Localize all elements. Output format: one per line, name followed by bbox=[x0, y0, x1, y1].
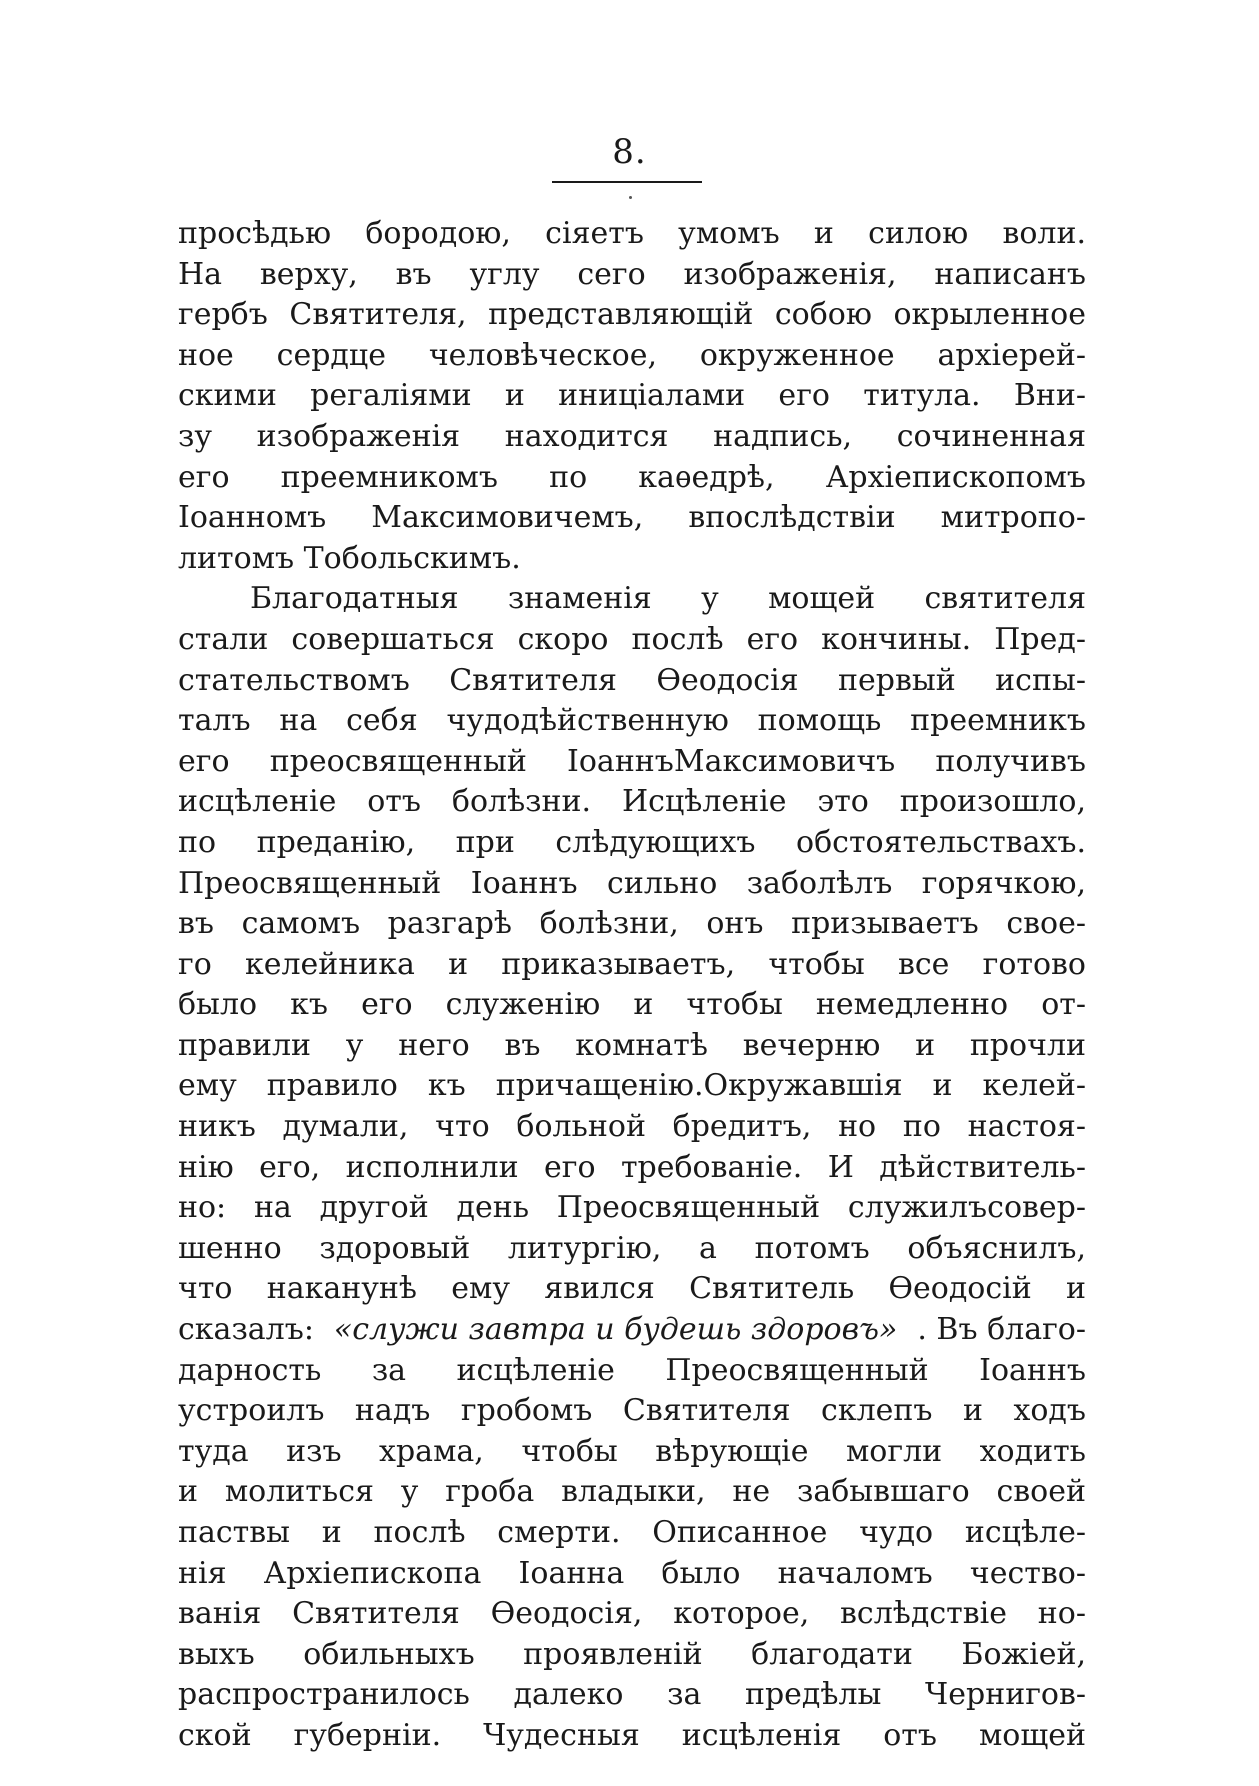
text-line: ванія Святителя Ѳеодосія, которое, вслѣдствіе но- bbox=[178, 1596, 1086, 1632]
text-line: скими регаліями и иниціалами его титула. Вни- bbox=[178, 378, 1086, 414]
text-line: Іоанномъ Максимовичемъ, впослѣдствіи митропо- bbox=[178, 500, 1086, 536]
text-line: стали совершаться скоро послѣ его кончины. Пред- bbox=[178, 621, 1086, 657]
text-line: ему правило къ причащенію.Окружавшія и келей- bbox=[178, 1068, 1086, 1104]
text-line: и молиться у гроба владыки, не забывшаго своей bbox=[178, 1474, 1086, 1510]
body-text bbox=[178, 214, 1086, 1757]
text-line: но: на другой день Преосвященный служилъсовер- bbox=[178, 1190, 1086, 1226]
text-line: туда изъ храма, чтобы вѣрующіе могли ходить bbox=[178, 1433, 1086, 1469]
text-line: зу изображенія находится надпись, сочиненная bbox=[178, 418, 1086, 454]
text-line: дарность за исцѣленіе Преосвященный Іоаннъ bbox=[178, 1352, 1086, 1388]
header-rule bbox=[552, 181, 702, 183]
text-line: по преданію, при слѣдующихъ обстоятельствахъ. bbox=[178, 824, 1086, 860]
text-line: ное сердце человѣческое, окруженное архіерей- bbox=[178, 337, 1086, 373]
text-line: литомъ Тобольскимъ. bbox=[178, 540, 521, 576]
text-line: Благодатныя знаменія у мощей святителя bbox=[250, 581, 1086, 617]
text-line: выхъ обильныхъ проявленій благодати Божіей, bbox=[178, 1636, 1086, 1672]
text-line: ской губерніи. Чудесныя исцѣленія отъ мощей bbox=[178, 1717, 1086, 1753]
text-line: просѣдью бородою, сіяетъ умомъ и силою воли. bbox=[178, 216, 1086, 251]
text-fragment: . Въ благо- bbox=[917, 1312, 1086, 1348]
text-line-mixed bbox=[178, 1310, 1086, 1351]
text-line: было къ его служенію и чтобы немедленно от- bbox=[178, 987, 1086, 1023]
text-line: распространилось далеко за предѣлы Чернигов- bbox=[178, 1677, 1086, 1713]
text-line: никъ думали, что больной бредитъ, но по настоя- bbox=[178, 1109, 1086, 1145]
text-line: въ самомъ разгарѣ болѣзни, онъ призываетъ свое- bbox=[178, 906, 1086, 942]
text-line: нія Архіепископа Іоанна было началомъ чество- bbox=[178, 1555, 1086, 1591]
text-line: его преемникомъ по каѳедрѣ, Архіепископомъ bbox=[178, 459, 1086, 495]
quoted-speech: «служи завтра и будешь здоровъ» bbox=[333, 1312, 898, 1348]
text-line: гербъ Святителя, представляющій собою окрыленное bbox=[178, 297, 1086, 333]
text-line: го келейника и приказываетъ, чтобы все готово bbox=[178, 946, 1086, 982]
text-line: стательствомъ Святителя Ѳеодосія первый испы- bbox=[178, 662, 1086, 698]
text-line: его преосвященный ІоаннъМаксимовичъ получивъ bbox=[178, 743, 1086, 779]
text-line: что наканунѣ ему явился Святитель Ѳеодосій и bbox=[178, 1271, 1086, 1307]
page-number: 8. bbox=[612, 132, 647, 172]
text-line: талъ на себя чудодѣйственную помощь преемникъ bbox=[178, 703, 1086, 739]
text-fragment: сказалъ: bbox=[178, 1312, 314, 1348]
text-line: исцѣленіе отъ болѣзни. Исцѣленіе это произошло, bbox=[178, 784, 1086, 820]
text-line: паствы и послѣ смерти. Описанное чудо исцѣле- bbox=[178, 1515, 1086, 1550]
text-line: На верху, въ углу сего изображенія, написанъ bbox=[178, 256, 1086, 292]
text-line: шенно здоровый литургію, а потомъ объяснилъ, bbox=[178, 1230, 1086, 1266]
header-dot bbox=[629, 196, 632, 199]
text-line: правили у него въ комнатѣ вечерню и прочли bbox=[178, 1027, 1086, 1063]
text-line: устроилъ надъ гробомъ Святителя склепъ и ходъ bbox=[178, 1393, 1086, 1429]
text-line: Преосвященный Іоаннъ сильно заболѣлъ горячкою, bbox=[178, 865, 1086, 901]
text-line: нію его, исполнили его требованіе. И дѣйствитель- bbox=[178, 1149, 1086, 1185]
